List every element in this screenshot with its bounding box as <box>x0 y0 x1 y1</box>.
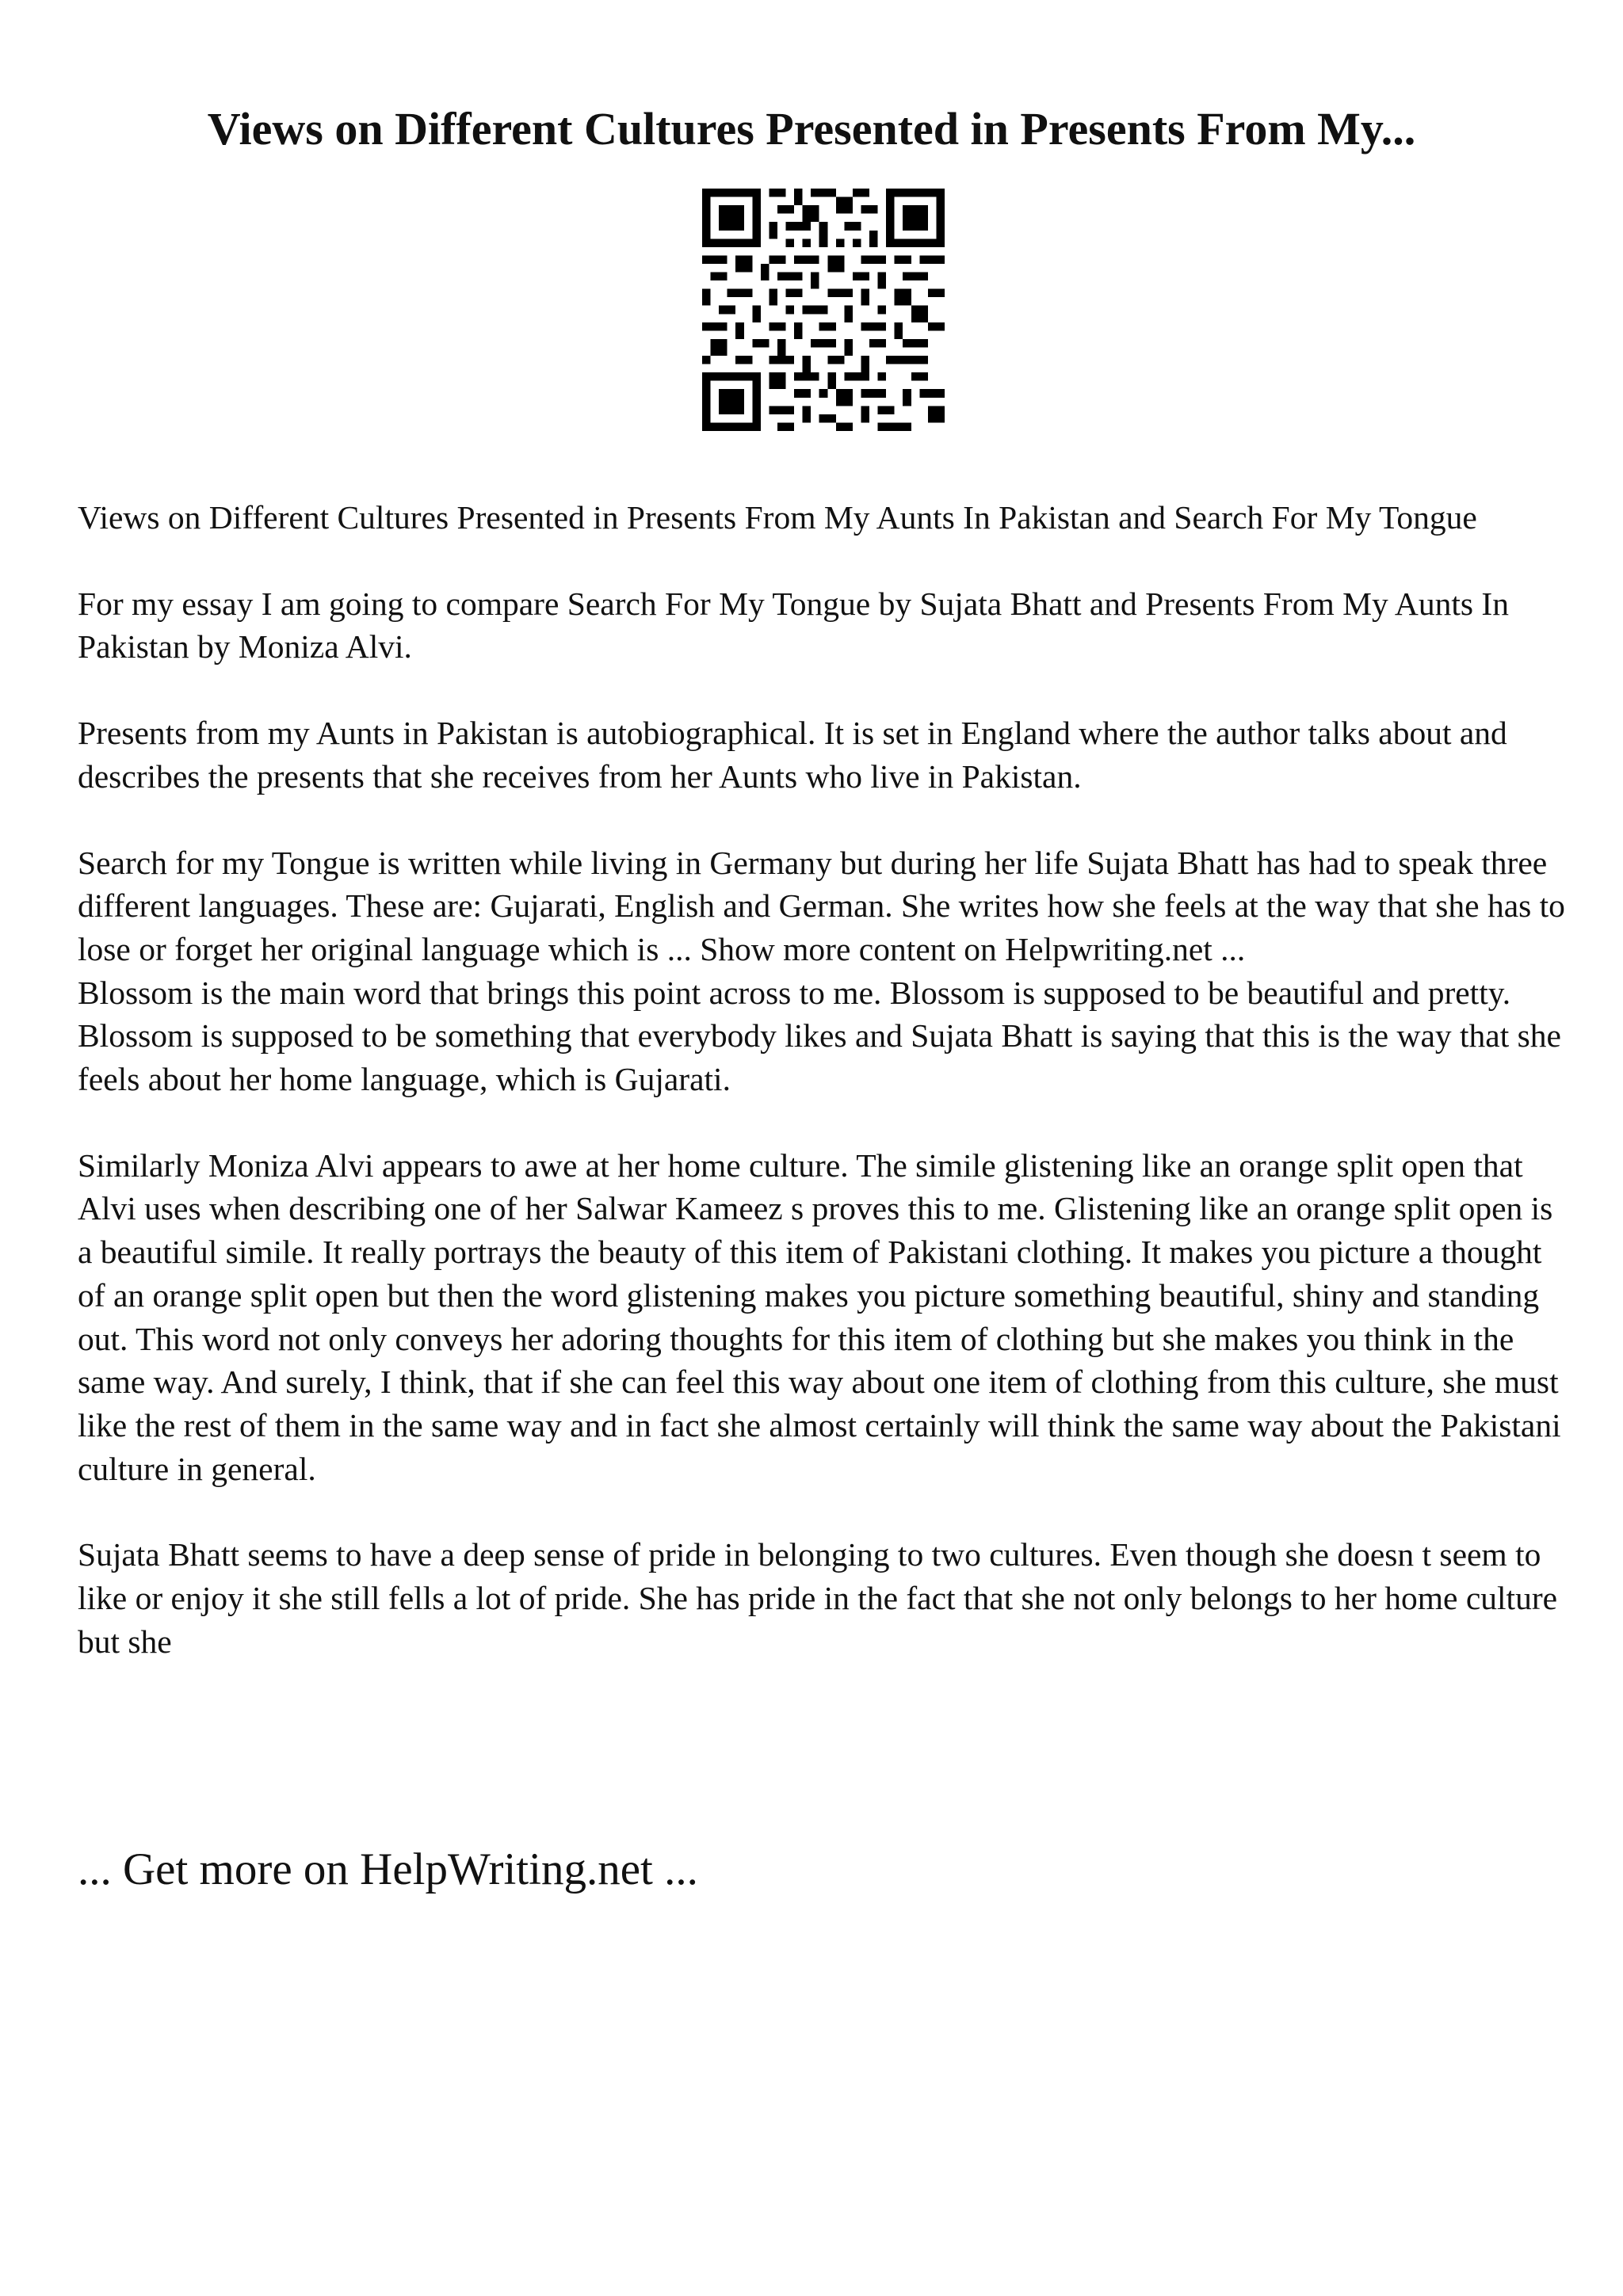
paragraph-search-summary: Search for my Tongue is written while living in Germany but during her life Sujata Bhatt has had to speak three different languages. These are: Gujarati, English and German. She writes how she feels at the way that she has to lose or forget her original language which is ... Show more content on Helpwriting.net ... <box>78 844 1565 967</box>
paragraph-pride: Sujata Bhatt seems to have a deep sense of pride in belonging to two cultures. Even though she doesn t seem to like or enjoy it she still fells a lot of pride. She has pride in the fact that she not only belongs to her home culture but she <box>78 1536 1558 1660</box>
document-body <box>78 496 1568 1706</box>
get-more-link[interactable]: ... Get more on HelpWriting.net ... <box>78 1844 698 1894</box>
document-title: Views on Different Cultures Presented in Presents From My... <box>207 103 1416 154</box>
paragraph-presents-summary: Presents from my Aunts in Pakistan is autobiographical. It is set in England where the author talks about and describes the presents that she receives from her Aunts who live in Pakistan. <box>78 715 1507 795</box>
paragraph-simile: Similarly Moniza Alvi appears to awe at her home culture. The simile glistening like an orange split open that Alvi uses when describing one of her Salwar Kameez s proves this to me. Glistening like an orange split open is a beautiful simile. It really portrays the beauty of this item of Pakistani clothing. It makes you picture a thought of an orange split open but then the word glistening makes you picture something beautiful, shiny and standing out. This word not only conveys her adoring thoughts for this item of clothing but she makes you think in the same way. And surely, I think, that if she can feel this way about one item of clothing from this culture, she must like the rest of them in the same way and in fact she almost certainly will think the same way about the Pakistani culture in general. <box>78 1146 1561 1487</box>
paragraph-intro-title: Views on Different Cultures Presented in Presents From My Aunts In Pakistan and Search For My Tongue <box>78 499 1477 536</box>
qr-code-icon <box>702 189 945 431</box>
paragraph-essay-aim: For my essay I am going to compare Search For My Tongue by Sujata Bhatt and Presents From My Aunts In Pakistan by Moniza Alvi. <box>78 585 1509 666</box>
paragraph-blossom: Blossom is the main word that brings this point across to me. Blossom is supposed to be beautiful and pretty. Blossom is supposed to be something that everybody likes and Sujata Bhatt is saying that this is the way that she feels about her home language, which is Gujarati. <box>78 974 1561 1098</box>
